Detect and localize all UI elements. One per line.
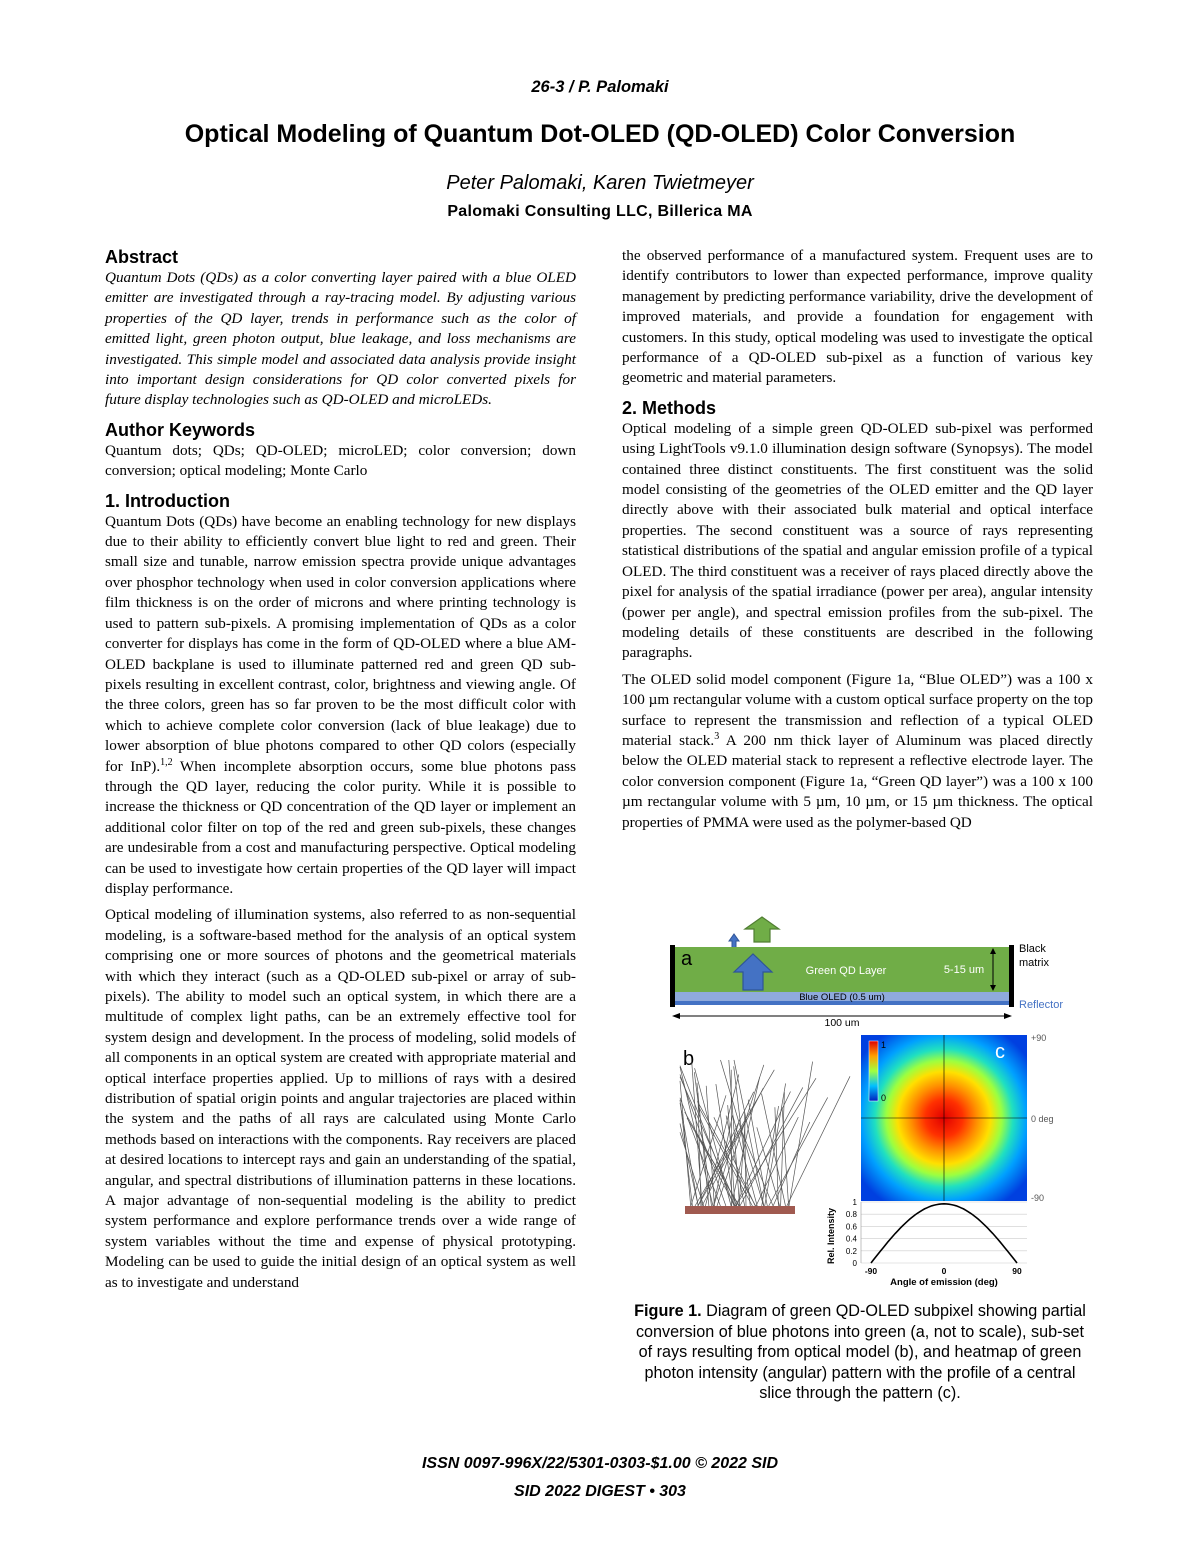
intro-p1-text-b: When incomplete absorption occurs, some blue photons pass through the QD layer, reducing the color purity. While it is possible to increase the thickness or QD concentration of the QD layer or implement an additional color filter on top of the red and green sub-pixels, these changes are undesirable from a cost and manufacturing perspective. Optical modeling can be used to investigate how certain properties of the QD layer will impact display performance.: [105, 757, 576, 897]
ray-line: [736, 1078, 816, 1206]
heatmap-colorbar: [869, 1041, 878, 1101]
width-label: 100 um: [824, 1017, 860, 1029]
black-matrix-right: [1009, 945, 1014, 1007]
ray-line: [685, 1112, 739, 1206]
ray-line: [734, 1066, 751, 1206]
profile-plot: [826, 1198, 1027, 1288]
intro-paragraph-2: Optical modeling of illumination systems, also referred to as non-sequential modeling, is a software-based method for the analysis of an optical system comprising one or more sources of photons and the geometrical materials with which they interact (such as a QD-OLED sub-pixel or array of sub-pixels). The ability to model such an optical system, in which there are a multitude of complex light paths, can be an extremely effective tool for system design and development. In the process of modeling, solid models of all components in an optical system are created with appropriate material and optical interface properties applied. Up to millions of rays with a desired distribution of spatial origin points and angular trajectories are placed within the system and the paths of all rays are calculated using Monte Carlo methods based on interactions with the components. Ray receivers are placed at desired locations to intercept rays and gain an understanding of the spatial, angular, and spectral distributions of illumination patterns in these locations. A major advantage of non-sequential modeling is the ability to predict system performance and explore performance trends over a wide range of system variables without the time and expense of physical prototyping. Modeling can be used to guide the initial design of an optical system as well as to investigate and understand: [105, 906, 576, 1291]
panel-a-letter: a: [681, 948, 693, 970]
ray-line: [734, 1060, 764, 1206]
oled-label: Blue OLED (0.5 um): [799, 992, 885, 1003]
running-head: 26-3 / P. Palomaki: [531, 78, 669, 96]
profile-y-tick: 1: [852, 1198, 857, 1207]
ray-line: [762, 1094, 786, 1207]
ray-line: [787, 1076, 850, 1206]
green-arrow-up: [745, 917, 779, 942]
figure-1: [650, 910, 1070, 1302]
panel-c-letter: c: [995, 1041, 1005, 1063]
panel-c: [861, 1033, 1054, 1203]
profile-x-tick: -90: [864, 1266, 878, 1276]
ray-line: [698, 1120, 747, 1206]
ray-line: [680, 1124, 698, 1207]
panel-b: [680, 1048, 850, 1214]
colorbar-min: 0: [881, 1093, 887, 1103]
figure-caption: [630, 1301, 1090, 1404]
left-column: [105, 246, 576, 1293]
colorbar-max: 1: [881, 1040, 887, 1050]
qd-pixel-substrate: [685, 1206, 795, 1214]
profile-x-tick: 90: [1012, 1266, 1022, 1276]
intro-paragraph-1: [105, 512, 576, 900]
panel-b-letter: b: [683, 1048, 695, 1070]
profile-curve: [871, 1204, 1017, 1263]
thickness-label: 5-15 um: [943, 964, 985, 976]
reflector-label: Reflector: [1019, 999, 1064, 1011]
ray-line: [762, 1106, 779, 1206]
profile-x-tick: 0: [941, 1266, 947, 1276]
paper-title: Optical Modeling of Quantum Dot-OLED (QD-OLED) Color Conversion: [184, 120, 1016, 148]
caption-text: Diagram of green QD-OLED subpixel showing partial conversion of blue photons into green (a, not to scale), sub-set of rays resulting from optical model (b), and heatmap of green photon intensity (angular) pattern with the profile of a central slice through the pattern (c).: [635, 1302, 1086, 1402]
qd-layer-label: Green QD Layer: [805, 965, 887, 977]
heatmap-y-top: +90: [1031, 1033, 1047, 1043]
profile-y-tick: 0.6: [845, 1222, 857, 1232]
methods-heading: 2. Methods: [622, 397, 717, 418]
citation-1-2: 1,2: [160, 756, 173, 768]
affiliation: Palomaki Consulting LLC, Billerica MA: [447, 203, 753, 220]
keywords-heading: Author Keywords: [105, 419, 256, 440]
abstract-heading: Abstract: [105, 247, 179, 267]
panel-a: [670, 917, 1063, 1029]
profile-y-tick: 0.4: [845, 1234, 857, 1244]
black-matrix-label-1: Black: [1019, 943, 1046, 955]
profile-y-tick: 0: [852, 1259, 857, 1268]
heatmap-y-mid: 0 deg: [1031, 1114, 1054, 1124]
ray-line: [756, 1117, 798, 1206]
right-column: [622, 246, 1093, 833]
methods-p2-text-a: The OLED solid model component (Figure 1a, “Blue OLED”) was a 100 x 100 µm rectangular volume with a custom optical surface property on the top surface to represent the transmission and reflection of a typical OLED material stack.: [622, 670, 1093, 749]
profile-gridlines: [861, 1202, 1027, 1263]
intro-p1-text-a: Quantum Dots (QDs) have become an enabling technology for new displays due to their ability to efficiently convert blue light to red and green. Their small size and tunable, narrow emission spectra provide unique advantages over phosphor technology when used in color conversion applications where film thickness is on the order of microns and where printing technology is used to pattern sub-pixels. A promising implementation of QDs as a color converter for displays has come in the form of QD-OLED where a blue AM-OLED backplane is used to illuminate patterned red and green QD sub-pixels resulting in excellent contrast, color, brightness and viewing angle. Of the three colors, green has so far proven to be the most difficult color with which to achieve complete color conversion (lack of blue leakage) due to lower absorption of blue photons compared to other QD colors (especially for InP).: [105, 512, 576, 775]
black-matrix-left: [670, 945, 675, 1007]
profile-xlabel: Angle of emission (deg): [890, 1277, 998, 1288]
methods-paragraph-2: [622, 670, 1093, 833]
profile-y-tick: 0.8: [845, 1210, 857, 1220]
profile-ylabel: Rel. Intensity: [826, 1207, 836, 1264]
methods-paragraph-1: Optical modeling of a simple green QD-OLED sub-pixel was performed using LightTools v9.1.0 illumination design software (Synopsys). The model contained three distinct constituents. The first constituent was the solid model consisting of the geometries of the OLED emitter and the QD layer directly above with their associated bulk material and optical interface properties. The second constituent was a source of rays representing statistical distributions of the spatial and angular emission profile of a typical OLED. The third constituent was a receiver of rays placed directly above the pixel for analysis of the spatial irradiance (power per area), angular intensity (power per angle), and spectral emission profiles from the sub-pixel. The modeling details of these constituents are described in the following paragraphs.: [622, 419, 1093, 662]
citation-3: 3: [714, 730, 720, 742]
ray-line: [691, 1095, 726, 1206]
black-matrix-label-2: matrix: [1019, 957, 1049, 969]
ray-bundle: [680, 1060, 850, 1206]
profile-y-tick: 0.2: [845, 1246, 857, 1256]
footer-digest: SID 2022 DIGEST • 303: [514, 1483, 686, 1500]
heatmap-y-bottom: -90: [1031, 1193, 1045, 1203]
profile-y-ticks: [846, 1198, 858, 1268]
introduction-heading: 1. Introduction: [105, 490, 230, 511]
caption-label: Figure 1.: [634, 1302, 702, 1320]
abstract-text: Quantum Dots (QDs) as a color converting layer paired with a blue OLED emitter are investigated through a ray-tracing model. By adjusting various properties of the QD layer, trends in performance such as the color of emitted light, green photon output, blue leakage, and loss mechanisms are investigated. This simple model and associated data analysis provide insight into important design considerations for QD color converted pixels for future display technologies such as QD-OLED and microLEDs.: [105, 269, 576, 409]
keywords-text: Quantum dots; QDs; QD-OLED; microLED; color conversion; down conversion; optical modeling; Monte Carlo: [105, 441, 576, 480]
intro-paragraph-2-continued: the observed performance of a manufactured system. Frequent uses are to identify contributors to lower than expected performance, improve quality management by predicting performance variability, drive the development of improved materials, and provide a foundation for engagement with customers. In this study, optical modeling was used to investigate the optical performance of a QD-OLED sub-pixel as a function of various key geometric and material parameters.: [622, 247, 1093, 387]
authors: Peter Palomaki, Karen Twietmeyer: [446, 172, 754, 194]
small-blue-arrow: [729, 934, 739, 948]
footer-issn: ISSN 0097-996X/22/5301-0303-$1.00 © 2022 SID: [421, 1455, 779, 1472]
ray-line: [789, 1062, 813, 1206]
methods-p2-text-b: A 200 nm thick layer of Aluminum was placed directly below the OLED material stack to represent a reflective electrode layer. The color conversion component (Figure 1a, “Green QD layer”) was a 100 x 100 µm rectangular volume with 5 µm, 10 µm, or 15 µm thickness. The optical properties of PMMA were used as the polymer-based QD: [622, 731, 1093, 831]
profile-x-ticks: [865, 1266, 1022, 1276]
